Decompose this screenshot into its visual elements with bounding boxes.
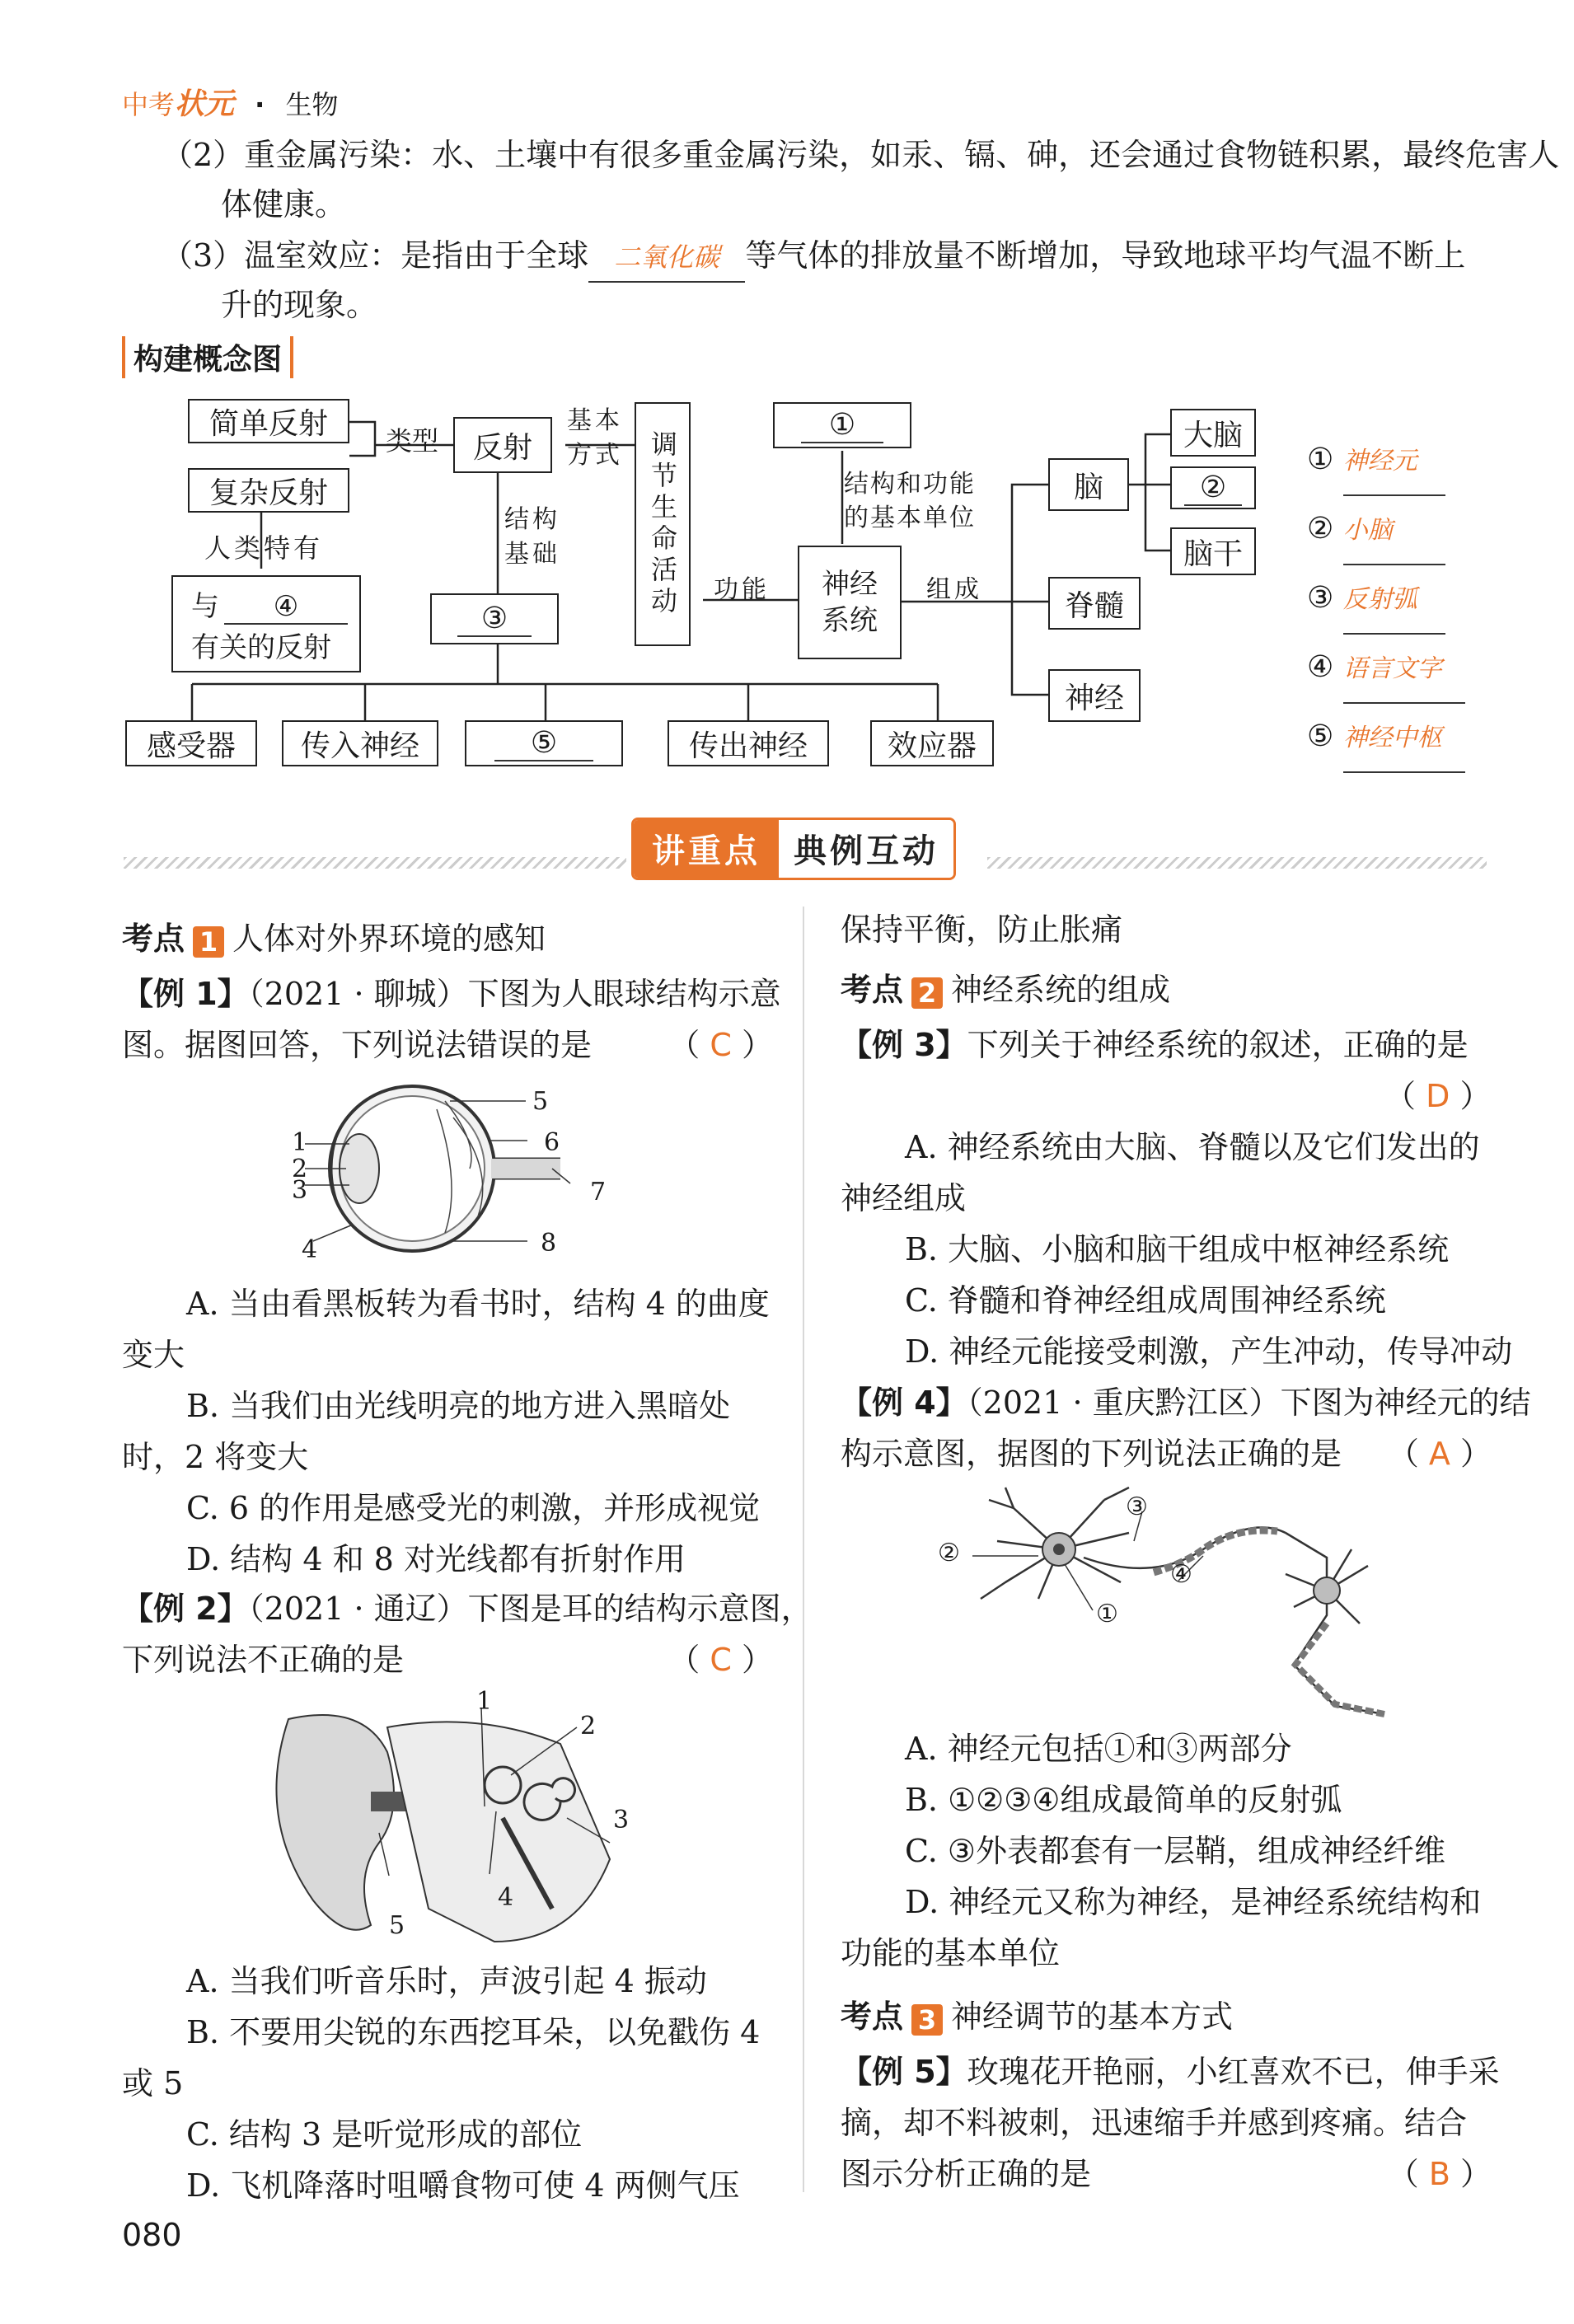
- blank-3: ③: [457, 602, 532, 637]
- box-reflex-arc: [430, 593, 559, 644]
- ex2-option-c: C. 结构 3 是听觉形成的部位: [186, 2116, 583, 2153]
- ear-label-4: 4: [498, 1883, 514, 1912]
- box-cerebrum: 大脑: [1170, 409, 1256, 457]
- ex1-text-b: 图。据图回答，下列说法错误的是: [122, 1027, 593, 1063]
- brand-prefix: 中考: [122, 89, 176, 120]
- banner-rule-left: [124, 857, 626, 869]
- ex4-answer: A: [1428, 1436, 1450, 1472]
- answer-item-3: ③ 反射弧: [1307, 565, 1465, 635]
- box-nerve-center: [465, 720, 623, 766]
- ex2-continuation: 保持平衡，防止胀痛: [841, 911, 1123, 948]
- ex3-line-1: [841, 1020, 1469, 1071]
- answer-item-5: ⑤ 神经中枢: [1307, 704, 1465, 773]
- ex3-answer-box: （ D ）: [1384, 1078, 1492, 1114]
- column-divider: [803, 907, 804, 2192]
- eye-label-5: 5: [532, 1087, 549, 1116]
- kp2-heading: [841, 964, 1170, 1010]
- blank-1: ①: [801, 408, 883, 443]
- box-reflex: 反射: [453, 417, 552, 473]
- label-basic-mode: 基本方式: [567, 406, 623, 470]
- ex3-option-a-2: 神经组成: [841, 1180, 967, 1216]
- box-complex-reflex: 复杂反射: [188, 468, 349, 513]
- page-number: 080: [122, 2217, 182, 2253]
- ex5-tag: 【例 5】: [841, 2054, 967, 2090]
- ex4-option-a: A. 神经元包括①和③两部分: [905, 1731, 1292, 1767]
- ex5-line-2: 摘，却不料被刺，迅速缩手并感到疼痛。结合: [841, 2105, 1468, 2141]
- ex2-tag: 【例 2】: [122, 1591, 249, 1627]
- ex3-tag: 【例 3】: [841, 1027, 967, 1063]
- ear-label-2: 2: [580, 1712, 597, 1741]
- brand-main: 状元: [175, 87, 235, 121]
- label-structural-basis: 结构基础: [504, 505, 560, 569]
- neuron-label-4: ④: [1170, 1560, 1192, 1589]
- box-spinal-cord: 脊髓: [1048, 577, 1141, 630]
- ex2-line-2: 下列说法不正确的是 （ C ）: [122, 1642, 773, 1678]
- ear-label-1: 1: [476, 1687, 493, 1716]
- label-basic-unit: 结构和功能的基本单位: [844, 470, 976, 532]
- ex5-line-3: 图示分析正确的是 （ B ）: [841, 2156, 1492, 2192]
- with-text: 与: [191, 589, 219, 623]
- header-separator: ·: [255, 89, 265, 120]
- answer-item-4: ④ 语言文字: [1307, 635, 1465, 704]
- ex2-option-d: D. 飞机降落时咀嚼食物可使 4 两侧气压: [186, 2167, 740, 2204]
- ex4-option-d-2: 功能的基本单位: [841, 1935, 1061, 1971]
- kp3-number: 3: [911, 2004, 943, 2036]
- ex1-answer: C: [710, 1027, 732, 1063]
- box-brainstem: 脑干: [1170, 527, 1256, 575]
- eye-diagram: [280, 1076, 610, 1266]
- kp3-heading: [841, 1991, 1233, 2036]
- kp1-label: 考点: [122, 921, 185, 957]
- para-heavy-metal-1: （2）重金属污染：水、土壤中有很多重金属污染，如汞、镉、砷，还会通过食物链积累，最终危害人: [162, 137, 1560, 173]
- ex4-option-c: C. ③外表都套有一层鞘，组成神经纤维: [905, 1833, 1445, 1869]
- label-human-specific: 人类特有: [204, 532, 324, 564]
- ex2-option-b-2: 或 5: [122, 2065, 184, 2101]
- answer-item-1: ① 神经元: [1307, 427, 1465, 496]
- ex4-text-a: （2021 · 重庆黔江区）下图为神经元的结: [967, 1385, 1531, 1421]
- ear-label-3: 3: [613, 1806, 630, 1834]
- ex2-option-b-1: B. 不要用尖锐的东西挖耳朵，以免戳伤 4: [186, 2014, 761, 2050]
- ear-label-5: 5: [389, 1911, 405, 1940]
- eye-label-2: 2: [292, 1155, 308, 1183]
- eye-label-8: 8: [541, 1229, 557, 1258]
- with-suffix-text: 有关的反射: [191, 630, 331, 664]
- label-composition: 组成: [926, 575, 982, 604]
- ex2-answer: C: [710, 1642, 732, 1678]
- kp1-number: 1: [193, 926, 224, 958]
- neuron-label-3: ③: [1126, 1492, 1148, 1521]
- box-nervous-system: 神经系统: [798, 546, 902, 659]
- box-language-reflex: [171, 575, 361, 672]
- blank-5: ⑤: [494, 726, 593, 761]
- banner-rule-right: [987, 857, 1487, 869]
- kp3-title: 神经调节的基本方式: [951, 1998, 1234, 2035]
- kp2-number: 2: [911, 977, 943, 1009]
- kp2-label: 考点: [841, 972, 904, 1008]
- para-greenhouse-2: 升的现象。: [221, 287, 378, 323]
- ex5-answer: B: [1428, 2156, 1450, 2192]
- banner-right: 典例互动: [779, 820, 953, 878]
- box-regulate-life: 调节生命活动: [635, 402, 691, 646]
- ex1-option-c: C. 6 的作用是感受光的刺激，并形成视觉: [186, 1490, 761, 1526]
- ex2-option-a: A. 当我们听音乐时，声波引起 4 振动: [186, 1963, 707, 1999]
- ex4-tag: 【例 4】: [841, 1385, 967, 1421]
- neuron-diagram: [939, 1483, 1401, 1722]
- ex3-option-b: B. 大脑、小脑和脑干组成中枢神经系统: [905, 1231, 1450, 1267]
- kp1-heading: [122, 913, 546, 958]
- box-neuron: [773, 402, 911, 448]
- header-subject: 生物: [285, 89, 339, 120]
- concept-answers: [1307, 427, 1465, 773]
- ex5-text-a: 玫瑰花开艳丽，小红喜欢不已，伸手采: [967, 2054, 1500, 2090]
- ex1-option-a-2: 变大: [122, 1337, 185, 1373]
- ex3-option-d: D. 神经元能接受刺激，产生冲动，传导冲动: [905, 1333, 1513, 1370]
- ex3-text-a: 下列关于神经系统的叙述，正确的是: [967, 1027, 1469, 1063]
- ex4-line-2: 构示意图，据图的下列说法正确的是 （ A ）: [841, 1436, 1492, 1472]
- blank-2: ②: [1184, 471, 1242, 506]
- para-heavy-metal-2: 体健康。: [221, 186, 347, 223]
- ex2-text-b: 下列说法不正确的是: [122, 1642, 405, 1678]
- ex4-option-d-1: D. 神经元又称为神经，是神经系统结构和: [905, 1884, 1482, 1920]
- neuron-label-1: ①: [1096, 1600, 1118, 1628]
- ex3-answer: D: [1426, 1078, 1450, 1114]
- kp3-label: 考点: [841, 1998, 904, 2035]
- neuron-label-2: ②: [938, 1539, 960, 1567]
- box-effector: 效应器: [870, 720, 994, 766]
- section-banner: [631, 818, 956, 880]
- ex4-line-1: [841, 1378, 1531, 1428]
- box-afferent-nerve: 传入神经: [282, 720, 438, 766]
- greenhouse-answer: 二氧化碳: [614, 241, 720, 273]
- ex1-tag: 【例 1】: [122, 976, 249, 1012]
- box-receptor: 感受器: [125, 720, 257, 766]
- box-nerve: 神经: [1048, 669, 1141, 722]
- kp1-title: 人体对外界环境的感知: [232, 921, 546, 957]
- ex4-text-b: 构示意图，据图的下列说法正确的是: [841, 1436, 1342, 1472]
- ex1-line-1: [122, 969, 781, 1019]
- label-function: 功能: [714, 575, 770, 604]
- ex1-option-b-1: B. 当我们由光线明亮的地方进入黑暗处: [186, 1388, 731, 1424]
- ex1-option-b-2: 时，2 将变大: [122, 1439, 309, 1475]
- label-type: 类型: [386, 425, 439, 457]
- blank-4: ④: [224, 590, 348, 625]
- ex2-line-1: [122, 1584, 813, 1634]
- ex1-option-a-1: A. 当由看黑板转为看书时，结构 4 的曲度: [186, 1286, 770, 1322]
- box-brain: 脑: [1048, 458, 1129, 511]
- box-simple-reflex: 简单反射: [188, 399, 349, 443]
- ex5-line-1: [841, 2047, 1500, 2097]
- ex1-line-2: 图。据图回答，下列说法错误的是 （ C ）: [122, 1027, 773, 1063]
- ex3-option-a-1: A. 神经系统由大脑、脊髓以及它们发出的: [905, 1129, 1480, 1165]
- eye-label-6: 6: [544, 1128, 560, 1157]
- ex5-text-c: 图示分析正确的是: [841, 2156, 1092, 2192]
- ex2-text-a: （2021 · 通辽）下图是耳的结构示意图，: [248, 1591, 813, 1627]
- eye-label-3: 3: [292, 1176, 308, 1205]
- greenhouse-text-b: 等气体的排放量不断增加，导致地球平均气温不断上: [745, 237, 1466, 274]
- banner-left: 讲重点: [634, 820, 779, 878]
- concept-map-title: 构建概念图: [122, 336, 293, 378]
- eye-label-4: 4: [302, 1235, 318, 1264]
- eye-label-1: 1: [292, 1128, 308, 1157]
- kp2-title: 神经系统的组成: [951, 972, 1171, 1008]
- eye-label-7: 7: [590, 1178, 607, 1207]
- answer-item-2: ② 小脑: [1307, 496, 1465, 565]
- ex1-option-d: D. 结构 4 和 8 对光线都有折射作用: [186, 1541, 686, 1577]
- box-cerebellum: [1170, 466, 1256, 509]
- ex4-option-b: B. ①②③④组成最简单的反射弧: [905, 1782, 1342, 1818]
- ex1-text-a: （2021 · 聊城）下图为人眼球结构示意: [248, 976, 781, 1012]
- box-efferent-nerve: 传出神经: [668, 720, 829, 766]
- greenhouse-text-a: （3）温室效应：是指由于全球: [162, 237, 589, 274]
- ex3-option-c: C. 脊髓和脊神经组成周围神经系统: [905, 1282, 1386, 1319]
